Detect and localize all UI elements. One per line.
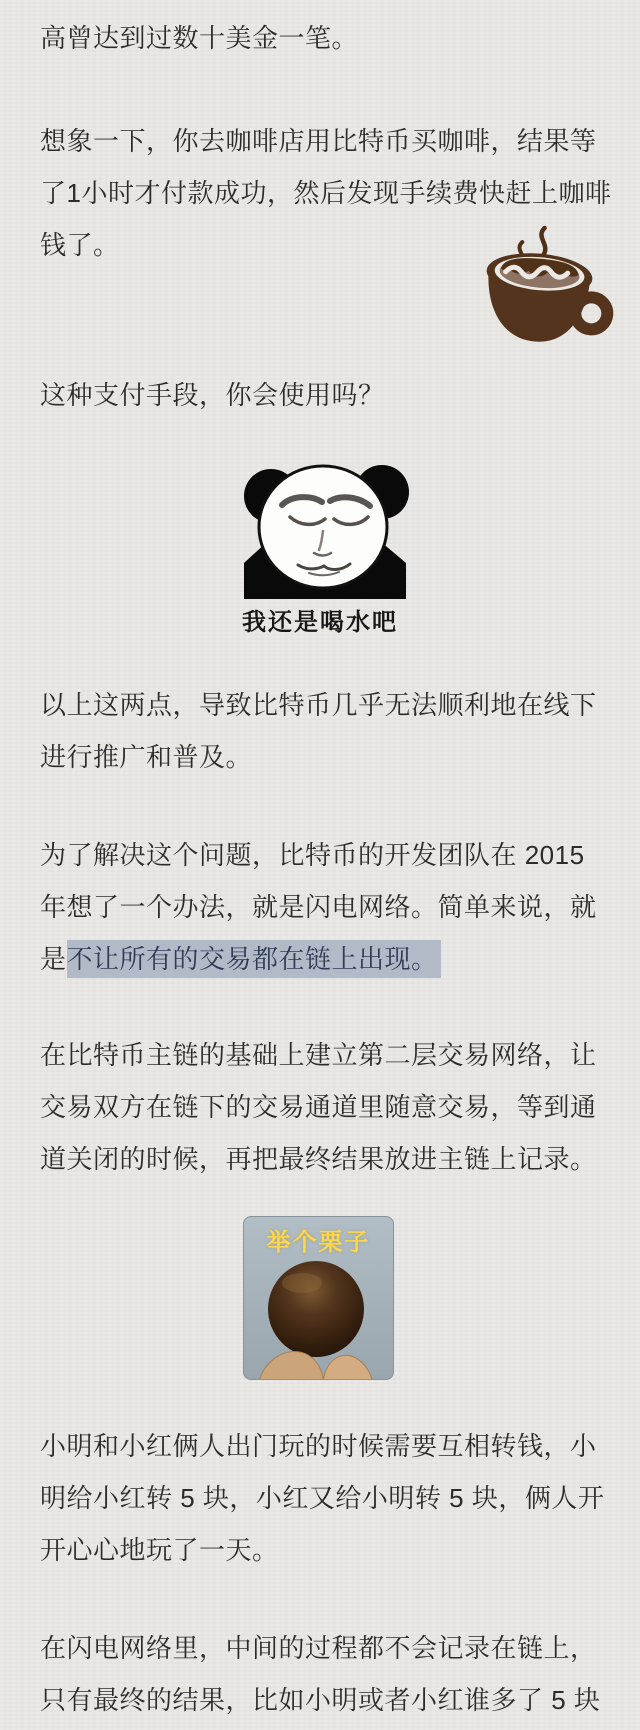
chestnut-shine bbox=[282, 1273, 322, 1293]
chestnut-meme-image[interactable] bbox=[243, 1216, 394, 1380]
text-line: 钱了。 bbox=[40, 230, 120, 260]
chestnut-graphic bbox=[244, 1257, 393, 1380]
text-line: 高曾达到过数十美金一笔。 bbox=[40, 23, 359, 53]
coffee-cup-image[interactable] bbox=[466, 212, 618, 368]
finger bbox=[323, 1355, 373, 1380]
text-line: 小明和小红俩人出门玩的时候需要互相转钱，小 bbox=[40, 1431, 597, 1461]
text-line: 年想了一个办法，就是闪电网络。简单来说，就 bbox=[40, 892, 597, 922]
text-line: 只有最终的结果，比如小明或者小红谁多了 5 块 bbox=[40, 1685, 601, 1715]
hand-base bbox=[252, 1379, 385, 1380]
paragraph-fees bbox=[40, 12, 606, 64]
paragraph-question bbox=[40, 369, 606, 421]
text-line: 在比特币主链的基础上建立第二层交易网络，让 bbox=[40, 1040, 597, 1070]
paragraph-lightning-intro bbox=[40, 829, 606, 985]
panda-head bbox=[259, 466, 387, 588]
panda-meme-caption: 我还是喝水吧 bbox=[242, 609, 398, 636]
text-line: 了1小时才付款成功，然后发现手续费快赶上咖啡 bbox=[40, 178, 612, 208]
highlighted-text: 不让所有的交易都在链上出现。 bbox=[67, 940, 441, 978]
text-line: 为了解决这个问题，比特币的开发团队在 2015 bbox=[40, 840, 585, 870]
chestnut-meme-title: 举个栗子 bbox=[266, 1229, 371, 1256]
text-line bbox=[40, 933, 606, 985]
text-segment: 是 bbox=[40, 944, 67, 974]
paragraph-lightning-result bbox=[40, 1622, 606, 1726]
text-line: 开心心地玩了一天。 bbox=[40, 1535, 279, 1565]
paragraph-second-layer bbox=[40, 1029, 606, 1185]
text-line: 交易双方在链下的交易通道里随意交易，等到通 bbox=[40, 1092, 597, 1122]
text-line: 进行推广和普及。 bbox=[40, 742, 253, 772]
panda-meme-image[interactable] bbox=[238, 459, 410, 601]
chestnut bbox=[268, 1261, 364, 1357]
text-line: 想象一下，你去咖啡店用比特币买咖啡，结果等 bbox=[40, 126, 597, 156]
paragraph-conclusion bbox=[40, 679, 606, 783]
text-line: 在闪电网络里，中间的过程都不会记录在链上， bbox=[40, 1633, 597, 1663]
text-line: 这种支付手段，你会使用吗？ bbox=[40, 380, 385, 410]
paragraph-example bbox=[40, 1420, 606, 1576]
text-line: 以上这两点，导致比特币几乎无法顺利地在线下 bbox=[40, 690, 597, 720]
text-line: 明给小红转 5 块，小红又给小明转 5 块，俩人开 bbox=[40, 1483, 605, 1513]
steam-icon bbox=[539, 228, 547, 257]
text-line: 道关闭的时候，再把最终结果放进主链上记录。 bbox=[40, 1144, 597, 1174]
